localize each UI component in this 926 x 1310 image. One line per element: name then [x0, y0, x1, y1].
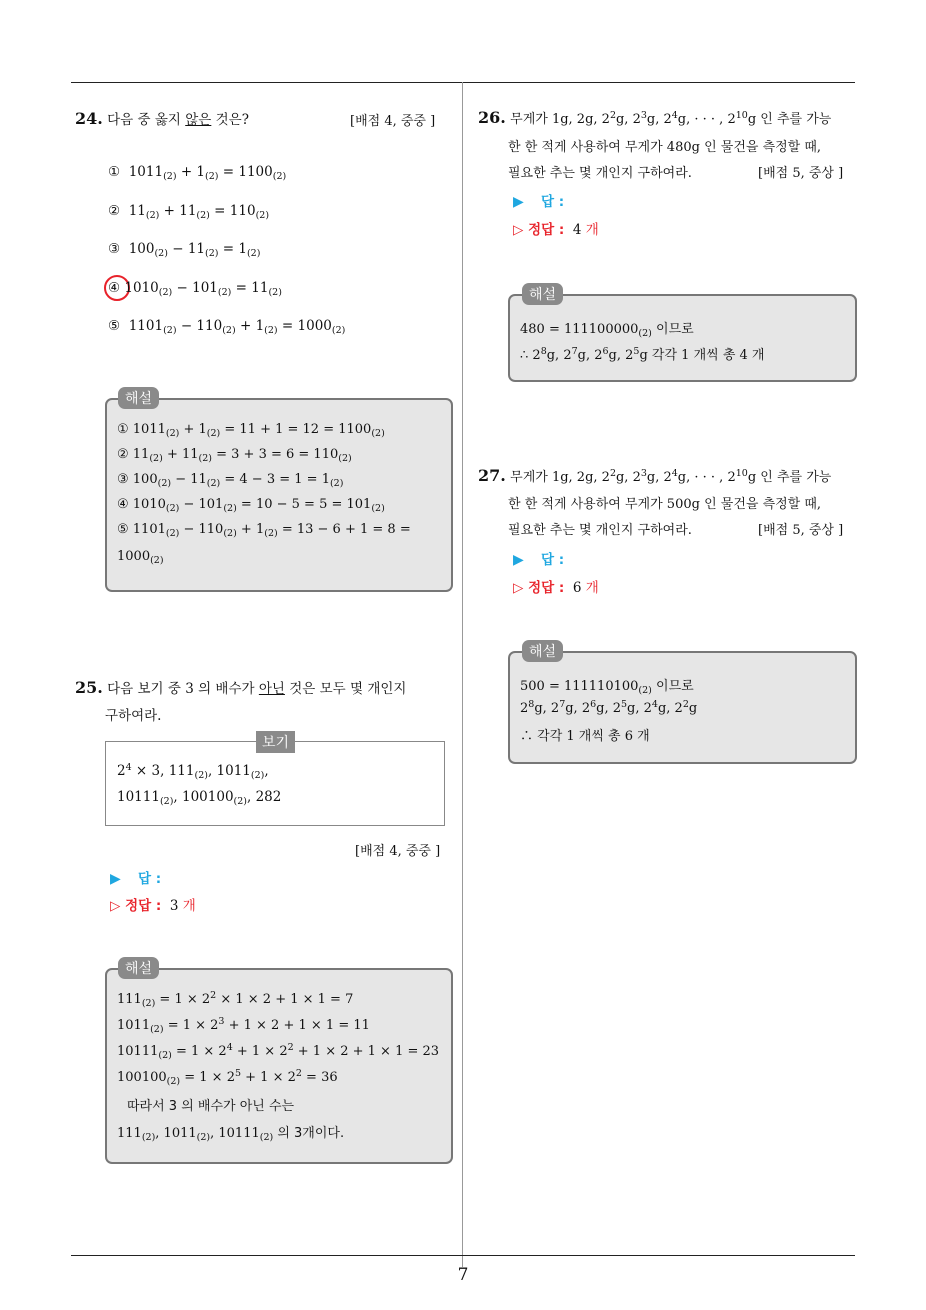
q26-score: [배점 5, 중상 ]	[758, 166, 844, 181]
q24-number: 24.	[75, 109, 103, 128]
q27-score: [배점 5, 중상 ]	[758, 523, 844, 538]
q24-solution-tag: 해설	[118, 387, 159, 409]
q25-bogi-tag: 보기	[256, 731, 295, 753]
q24-option-3[interactable]: ③ $100_{(2)} - 11_{(2)} = 1_{(2)}$	[108, 241, 261, 259]
q24-stem: 24. 다음 중 옳지 않은 것은?	[75, 109, 249, 128]
q25-solution-tag: 해설	[118, 957, 159, 979]
q26-answer-row: ▶ 답 :	[513, 194, 565, 210]
q24-option-2[interactable]: ② $11_{(2)} + 11_{(2)} = 110_{(2)}$	[108, 203, 270, 221]
q25-stem-line2: 구하여라.	[105, 708, 162, 724]
q27-solution-tag: 해설	[522, 640, 563, 662]
q26-solution-box: $480 = 111100000_{(2)}$ 이므로 ∴ $2^8g$, $2^7g$, $2^6g$, $2^5g$ 각각 1 개씩 총 4 개	[508, 294, 857, 382]
q24-solution-box: ① $1011_{(2)} + 1_{(2)} = 11 + 1 = 12 = 1100_{(2)}$ ② $11_{(2)} + 11_{(2)} = 3 + 3 = 6 = 110_{(2)}$ ③ $100_{(2)} - 11_{(2)} = 4 - 3 = 1 = 1_{(2)}$ ④ $1010_{(2)} - 101_{(2)} = 10 - 5 = 5 = 101_{(2)}$ ⑤ $1101_{(2)} - 110_{(2)} + 1_{(2)} = 13 - 6 + 1 = 8$ = $1000_{(2)}$	[105, 398, 453, 592]
play-arrow-icon: ▶	[110, 871, 121, 887]
q27-answer-row: ▶ 답 :	[513, 552, 565, 568]
column-divider	[462, 82, 463, 1267]
q27-correct-row: ▷ 정답 : 6 개	[513, 580, 599, 596]
bottom-rule	[71, 1255, 855, 1256]
q25-solution-box: $111_{(2)} = 1 \times 2^2 \times 1 \times 2 + 1 \times 1 = 7$ $1011_{(2)} = 1 \times 2^3 + 1 \times 2 + 1 \times 1 = 11$ $10111_{(2)} = 1 \times 2^4 + 1 \times 2^2 + 1 \times 2 + 1 \times 1 = 23$ $100100_{(2)} = 1 \times 2^5 + 1 \times 2^2 = 36$ 따라서 3 의 배수가 아닌 수는 $111_{(2)}$, $1011_{(2)}$, $10111_{(2)}$ 의 3개이다.	[105, 968, 453, 1164]
top-rule	[71, 82, 855, 83]
q26-stem-line2: 한 한 적게 사용하여 무게가 480g 인 물건을 측정할 때,	[508, 140, 822, 155]
q25-score: [배점 4, 중중 ]	[355, 844, 441, 859]
q25-stem: 25. 다음 보기 중 3 의 배수가 아닌 것은 모두 몇 개인지	[75, 678, 407, 697]
play-arrow-icon: ▶	[513, 552, 524, 568]
q25-correct-row: ▷ 정답 : 3 개	[110, 898, 196, 914]
q25-bogi-box: $2^4 \times 3$, $111_{(2)}$, $1011_{(2)}$, $10111_{(2)}$, $100100_{(2)}$, 282	[105, 741, 445, 826]
q26-number: 26.	[478, 108, 506, 127]
q27-number: 27.	[478, 466, 506, 485]
q25-number: 25.	[75, 678, 103, 697]
q26-stem: 26. 무게가 1g, 2g, $2^2g$, $2^3g$, $2^4g$, · · · , $2^{10}g$ 인 추를 가능	[478, 108, 832, 127]
q26-stem-line3: 필요한 추는 몇 개인지 구하여라.	[508, 166, 692, 181]
q27-stem-line3: 필요한 추는 몇 개인지 구하여라.	[508, 523, 692, 538]
q27-solution-box: $500 = 111110100_{(2)}$ 이므로 $2^8g$, $2^7g$, $2^6g$, $2^5g$, $2^4g$, $2^2g$ ∴ 각각 1 개씩 총 6 개	[508, 651, 857, 764]
q27-stem: 27. 무게가 1g, 2g, $2^2g$, $2^3g$, $2^4g$, · · · , $2^{10}g$ 인 추를 가능	[478, 466, 832, 485]
q24-score: [배점 4, 중중 ]	[350, 114, 436, 129]
q24-option-4[interactable]: ④ $1010_{(2)} - 101_{(2)} = 11_{(2)}$	[108, 280, 282, 298]
q25-answer-row: ▶ 답 :	[110, 871, 162, 887]
q26-solution-tag: 해설	[522, 283, 563, 305]
q26-correct-row: ▷ 정답 : 4 개	[513, 222, 599, 238]
q27-stem-line2: 한 한 적게 사용하여 무게가 500g 인 물건을 측정할 때,	[508, 497, 822, 512]
q24-option-1[interactable]: ① $1011_{(2)} + 1_{(2)} = 1100_{(2)}$	[108, 164, 287, 182]
q24-option-5[interactable]: ⑤ $1101_{(2)} - 110_{(2)} + 1_{(2)} = 1000_{(2)}$	[108, 318, 346, 336]
page-number: 7	[457, 1265, 469, 1285]
play-arrow-icon: ▶	[513, 194, 524, 210]
